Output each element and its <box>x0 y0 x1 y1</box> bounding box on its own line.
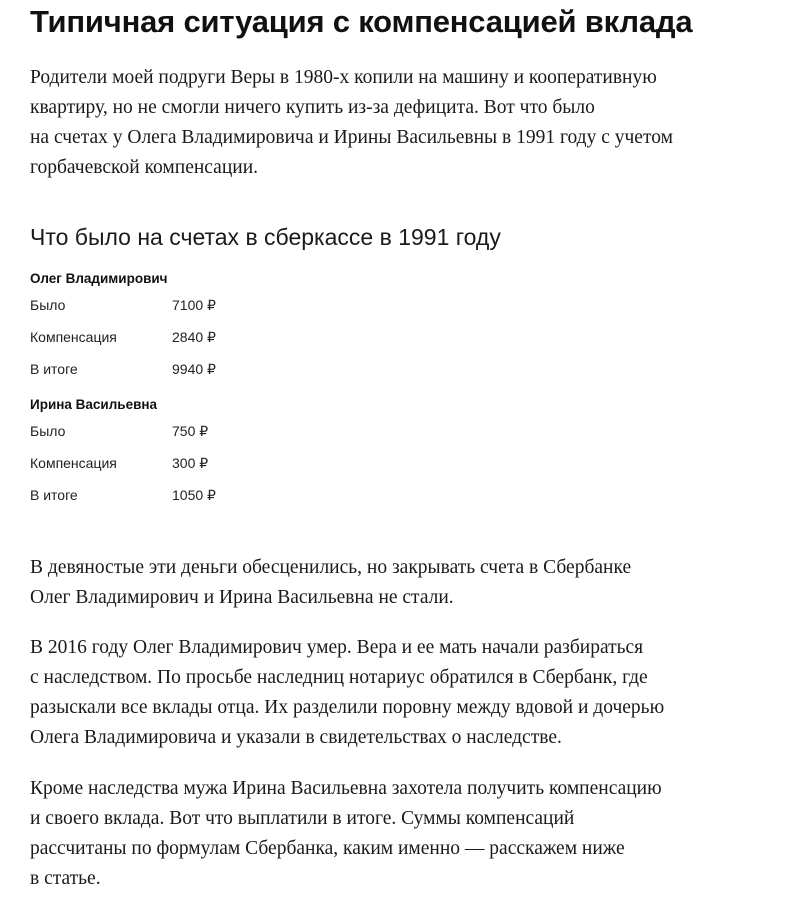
row-value: 2840 ₽ <box>172 329 216 345</box>
row-label: Было <box>30 423 66 439</box>
row-value: 7100 ₽ <box>172 297 216 313</box>
paragraph-line: Олега Владимировича и указали в свидетельствах о наследстве. <box>30 727 562 748</box>
paragraph-line: разыскали все вклады отца. Их разделили поровну между вдовой и дочерью <box>30 697 665 718</box>
row-value: 9940 ₽ <box>172 361 216 377</box>
intro-line: горбачевской компенсации. <box>30 157 259 178</box>
table-title: Что было на счетах в сберкассе в 1991 году <box>30 224 501 250</box>
row-label: Было <box>30 297 66 313</box>
article-title: Типичная ситуация с компенсацией вклада <box>30 4 693 39</box>
row-label: В итоге <box>30 361 78 377</box>
paragraph-line: В 2016 году Олег Владимирович умер. Вера и ее мать начали разбираться <box>30 637 644 658</box>
person-name-oleg: Олег Владимирович <box>30 271 168 286</box>
paragraph-line: рассчитаны по формулам Сбербанка, каким именно — расскажем ниже <box>30 838 625 859</box>
table-row <box>30 487 330 507</box>
person-name-irina: Ирина Васильевна <box>30 397 158 412</box>
paragraph-line: Олег Владимирович и Ирина Васильевна не стали. <box>30 587 454 608</box>
body-paragraph <box>30 553 631 613</box>
table-row <box>30 423 330 443</box>
row-label: Компенсация <box>30 329 117 345</box>
paragraph-line: в статье. <box>30 868 101 889</box>
row-label: В итоге <box>30 487 78 503</box>
paragraph-line: Кроме наследства мужа Ирина Васильевна захотела получить компенсацию <box>30 778 662 799</box>
intro-line: квартиру, но не смогли ничего купить из-за дефицита. Вот что было <box>30 97 595 118</box>
paragraph-line: с наследством. По просьбе наследниц нотариус обратился в Сбербанк, где <box>30 667 648 688</box>
intro-line: Родители моей подруги Веры в 1980-х копили на машину и кооперативную <box>30 67 657 88</box>
paragraph-line: и своего вклада. Вот что выплатили в итоге. Суммы компенсаций <box>30 808 575 829</box>
row-label: Компенсация <box>30 455 117 471</box>
table-row <box>30 329 330 349</box>
body-paragraph <box>30 774 662 894</box>
table-row <box>30 361 330 381</box>
table-row <box>30 455 330 475</box>
row-value: 300 ₽ <box>172 455 209 471</box>
table-row <box>30 297 330 317</box>
intro-line: на счетах у Олега Владимировича и Ирины Васильевны в 1991 году с учетом <box>30 127 673 148</box>
row-value: 1050 ₽ <box>172 487 216 503</box>
intro-paragraph <box>30 63 673 183</box>
body-paragraph <box>30 633 664 753</box>
paragraph-line: В девяностые эти деньги обесценились, но закрывать счета в Сбербанке <box>30 557 632 578</box>
row-value: 750 ₽ <box>172 423 209 439</box>
